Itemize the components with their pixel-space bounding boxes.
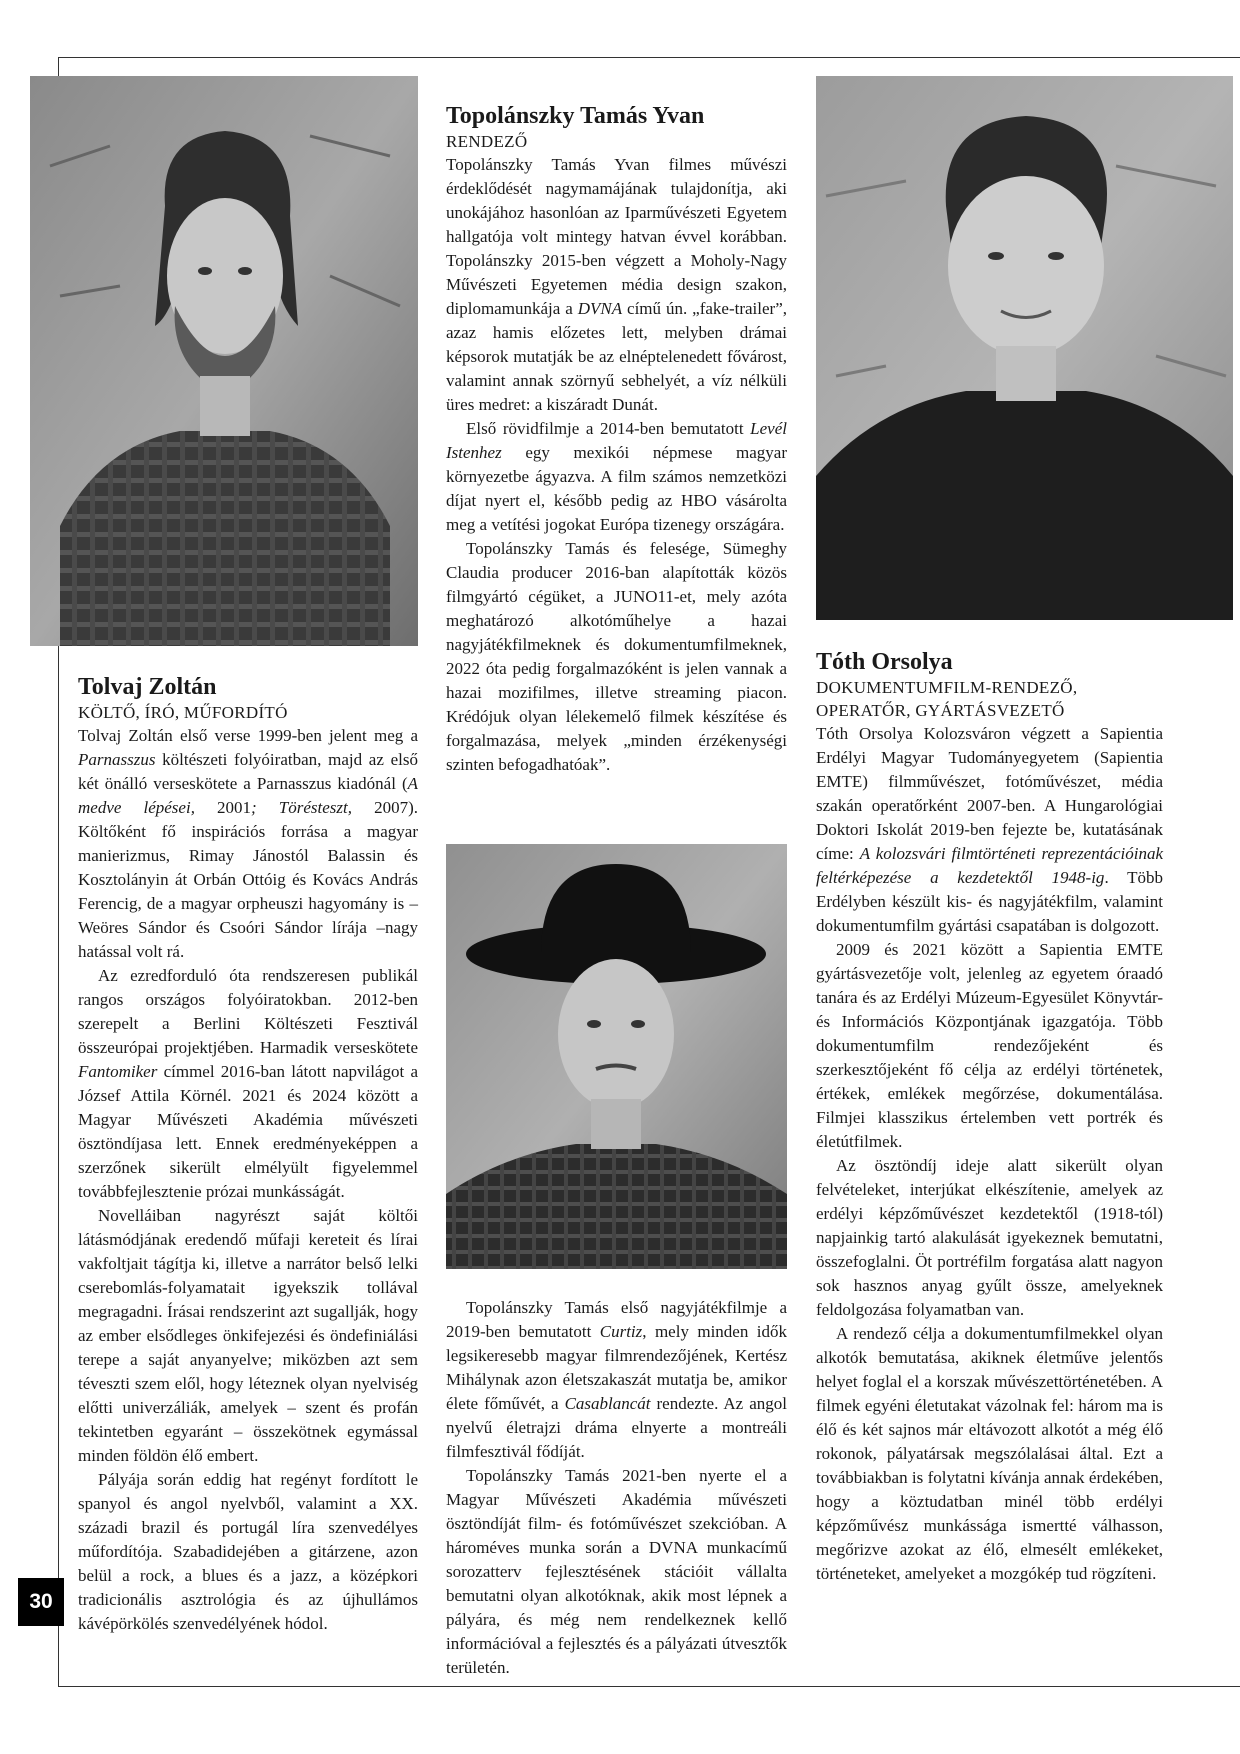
portrait-photo-tolvaj — [30, 76, 418, 646]
person-role-toth-line2: OPERATŐR, GYÁRTÁSVEZETŐ — [816, 701, 1065, 720]
page-number: 30 — [18, 1578, 64, 1626]
person-role-tolvaj: KÖLTŐ, ÍRÓ, MŰFORDÍTÓ — [78, 703, 288, 722]
paragraph: Az ezredforduló óta rendszeresen publikál rangos országos folyóiratokban. 2012-ben szerepelt a Berlini Költészeti Fesztivál összeurópai projektjében. Harmadik verseskötete Fantomiker címmel 2016-ban látott napvilágot a József Attila Körnél. 2021 és 2024 között a Magyar Művészeti Akadémia művészeti ösztöndíjasa lett. Ennek eredményeképpen a szerzőnek sikerült elmélyült figyelemmel továbbfejlesztenie prózai munkásságát. — [78, 966, 418, 1201]
portrait-photo-topolanszky — [446, 844, 787, 1269]
article-toth — [816, 648, 1163, 1586]
person-name-tolvaj: Tolvaj Zoltán — [78, 674, 217, 700]
person-role-toth-line1: DOKUMENTUMFILM-RENDEZŐ, — [816, 678, 1078, 697]
paragraph: Novelláiban nagyrészt saját költői látásmódjának eredendő műfaji kereteit és lírai vakfoltjait tágítja ki, illetve a narrátor belső lelki cserebomlás-folyamatait igyekszik tollával megragadni. Írásai rendszerint azt sugallják, hogy az ember elsődleges önkifejezési és öndefiniálási terepe a saját anyanyelve; miközben azt sem téveszti szem elől, hogy léteznek olyan nyelviség előtti univerzáliák, amelyek – szent és profán tekintetben egyaránt – összekötnek egymással minden földön élő embert. — [78, 1206, 418, 1465]
article-topolanszky-continued — [446, 1296, 787, 1680]
paragraph: Tolvaj Zoltán első verse 1999-ben jelent meg a Parnasszus költészeti folyóiratban, majd az első két önálló verseskötete a Parnasszus kiadónál (A medve lépései, 2001; Törésteszt, 2007). Költőként fő inspirációs forrása a magyar manierizmus, Rimay Jánostól Balassin és Kosztolányin át Orbán Ottóig és Kovács András Ferencig, de a magyar orpheuszi hagyomány is – Weöres Sándor és Csoóri Sándor lírája –nagy hatással volt rá. — [78, 726, 418, 961]
paragraph: Az ösztöndíj ideje alatt sikerült olyan felvételeket, interjúkat elkészítenie, amelyek az erdélyi képzőművészet kezdetektől (1918-tól) napjainkig tartó alakulását igyekeznek bemutatni, összefoglalni. Öt portréfilm forgatása alatt nagyon sok hasznos anyag gyűlt össze, amelyeknek feldolgozása folyamatban van. — [816, 1156, 1163, 1319]
person-name-topolanszky: Topolánszky Tamás Yvan — [446, 103, 705, 129]
paragraph: A rendező célja a dokumentumfilmekkel olyan alkotók bemutatása, akiknek életműve jelentős helyet foglal el a korszak művészettörténetében. A filmek egyéni életutakat vázolnak fel: három ma is élő és két sajnos már eltávozott alkotót a még élő rokonok, pályatársak megszólalásai által. Ezt a továbbiakban is folytatni kívánja annak érdekében, hogy a köztudatban minél több erdélyi képzőművész munkássága ismertté válhasson, megőrizve azokat az élő, elmesélt emlékeket, történeteket, amelyeket a mozgókép tud rögzíteni. — [816, 1324, 1163, 1583]
article-tolvaj — [78, 673, 418, 1636]
portrait-photo-toth — [816, 76, 1233, 620]
paragraph: Tóth Orsolya Kolozsváron végzett a Sapientia Erdélyi Magyar Tudományegyetem (Sapientia EMTE) filmművészet, fotóművészet, média szakán operatőrként 2007-ben. A Hungarológiai Doktori Iskolát 2019-ben fejezte be, kutatásának címe: A kolozsvári filmtörténeti reprezentációinak feltérképezése a kezdetektől 1948-ig. Több Erdélyben készült kis- és nagyjátékfilm, valamint dokumentumfilm gyártási csapatában is dolgozott. — [816, 724, 1163, 935]
paragraph: Topolánszky Tamás Yvan filmes művészi érdeklődését nagymamájának tulajdonítja, aki unokájához hasonlóan az Iparművészeti Egyetem hallgatója volt mintegy hatvan évvel korábban. Topolánszky 2015-ben végzett a Moholy-Nagy Művészeti Egyetemen média design szakon, diplomamunkája a DVNA című ún. „fake-trailer”, azaz hamis előzetes lett, melyben drámai képsorok mutatják be az elnéptelenedett fővárost, valamint annak szörnyű sebhelyét, a víz nélküli üres medret: a kiszáradt Dunát. — [446, 155, 787, 414]
page-frame-bottom — [58, 1686, 1240, 1687]
paragraph: Topolánszky Tamás és felesége, Sümeghy Claudia producer 2016-ban alapították közös filmgyártó cégüket, a JUNO11-et, mely azóta meghatározó alkotóműhelye a hazai nagyjátékfilmeknek és dokumentumfilmeknek, 2022 óta pedig forgalmazóként is jelen vannak a hazai mozifilmes, illetve streaming piacon. Krédójuk olyan lélekemelő filmek készítése és forgalmazása, melyek „minden érzékenységi szinten befogadhatóak”. — [446, 539, 787, 774]
article-topolanszky — [446, 102, 787, 777]
paragraph: 2009 és 2021 között a Sapientia EMTE gyártásvezetője volt, jelenleg az egyetem óraadó tanára és az Erdélyi Múzeum-Egyesület Könyvtár- és Információs Központjának igazgatója. Több dokumentumfilm rendezőjeként és szerkesztőjeként fő célja az erdélyi történetek, értékek, emlékek megőrzése, dokumentálása. Filmjei klasszikus értelemben vett portrék és életútfilmek. — [816, 940, 1163, 1151]
person-role-topolanszky: RENDEZŐ — [446, 132, 528, 151]
paragraph: Pályája során eddig hat regényt fordított le spanyol és angol nyelvből, valamint a XX. századi brazil és portugál líra szenvedélyes műfordítója. Szabadidejében a gitárzene, azon belül a rock, a blues és a jazz, a középkori tradicionális asztrológia és az újhullámos kávépörkölés szenvedélyének hódol. — [78, 1470, 418, 1633]
page-frame-top — [58, 57, 1240, 58]
person-name-toth: Tóth Orsolya — [816, 649, 953, 675]
paragraph: Topolánszky Tamás első nagyjátékfilmje a 2019-ben bemutatott Curtiz, mely minden idők legsikeresebb magyar filmrendezőjének, Kertész Mihálynak azon életszakaszát mutatja be, amikor élete főművét, a Casablancát rendezte. Az angol nyelvű életrajzi dráma elnyerte a montreáli filmfesztivál fődíját. — [446, 1298, 788, 1461]
paragraph: Topolánszky Tamás 2021-ben nyerte el a Magyar Művészeti Akadémia művészeti ösztöndíját film- és fotóművészet szekcióban. A hároméves munka során a DVNA munkacímű sorozatterv fejlesztésének stációit vállalta bemutatni olyan alkotóknak, akik most lépnek a pályára, és még nem rendelkeznek kellő információval a fejlesztés és a pályázati útvesztők területén. — [446, 1466, 787, 1677]
paragraph: Első rövidfilmje a 2014-ben bemutatott Levél Istenhez egy mexikói népmese magyar környezetbe ágyazva. A film számos nemzetközi díjat nyert el, később pedig az HBO vásárolta meg a vetítési jogokat Európa tizenegy országára. — [446, 419, 787, 534]
